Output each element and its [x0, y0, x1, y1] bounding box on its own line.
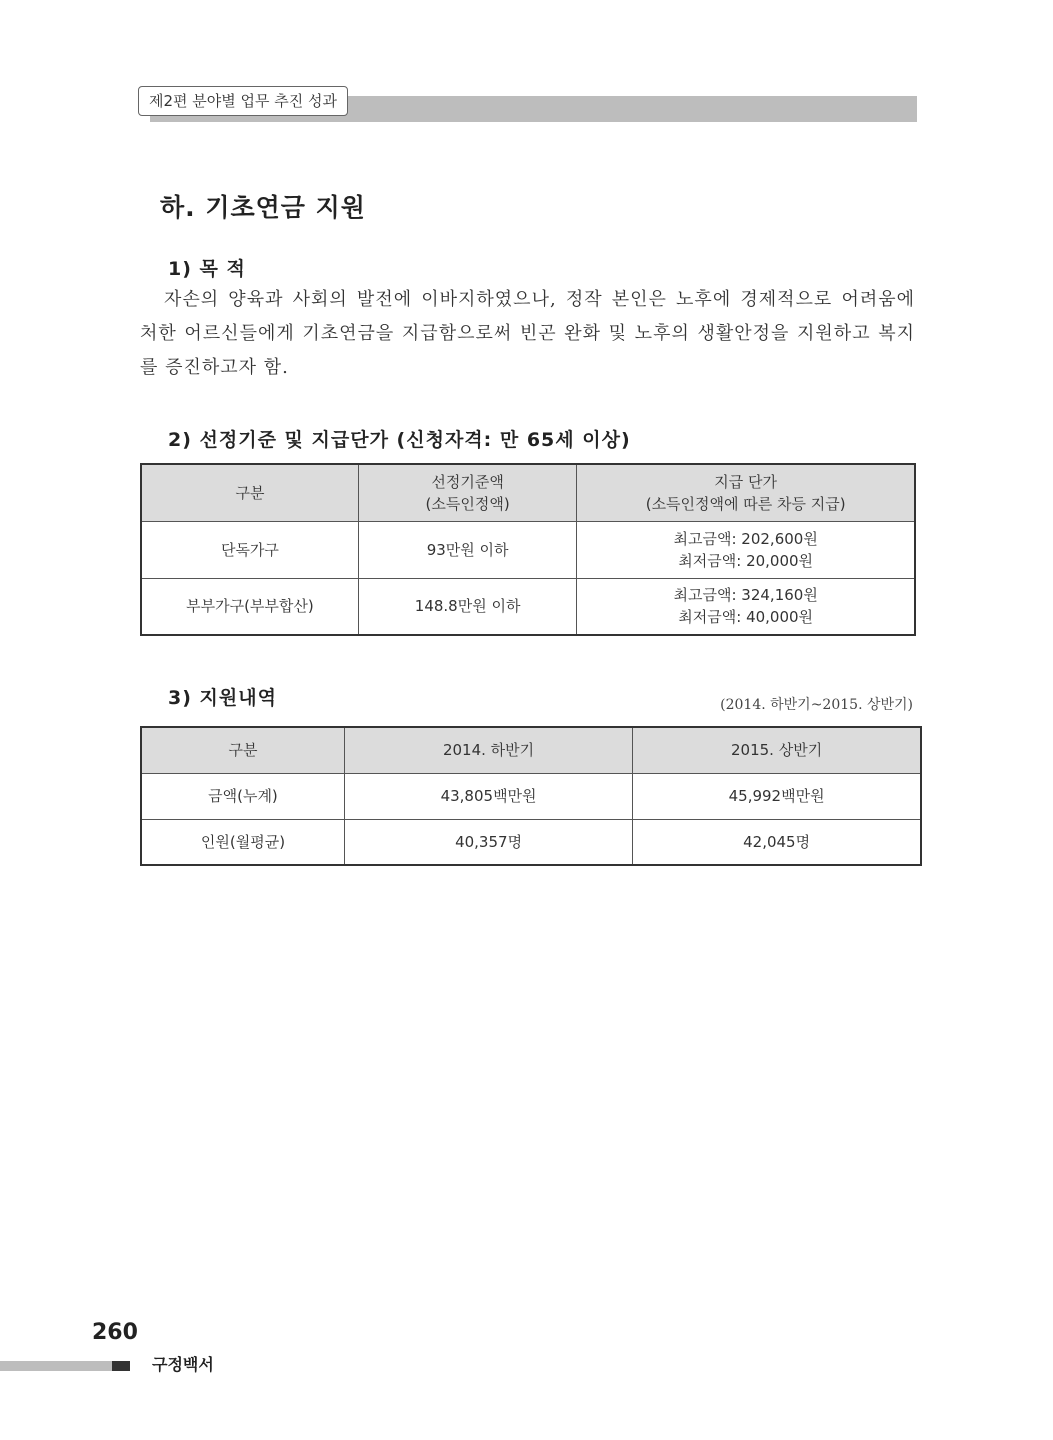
- row-criteria: 93만원 이하: [358, 521, 576, 578]
- page-number: 260: [92, 1320, 138, 1345]
- header-category: 구분: [141, 727, 344, 773]
- chapter-tab: 제2편 분야별 업무 추진 성과: [138, 86, 348, 116]
- table-row: [141, 578, 915, 635]
- footer-square-icon: [112, 1361, 130, 1371]
- row-payment: [577, 578, 915, 635]
- row-col2: 45,992백만원: [633, 773, 921, 819]
- row-col1: 43,805백만원: [344, 773, 632, 819]
- row-category: 금액(누계): [141, 773, 344, 819]
- header-payment-line2: (소득인정액에 따른 차등 지급): [645, 494, 846, 513]
- header-category: 구분: [141, 464, 358, 521]
- table-header-row: [141, 464, 915, 521]
- row-payment: [577, 521, 915, 578]
- header-col1: 2014. 하반기: [344, 727, 632, 773]
- row-payment-max: 최고금액: 324,160원: [673, 586, 818, 605]
- row-category: 단독가구: [141, 521, 358, 578]
- row-payment-min: 최저금액: 20,000원: [678, 551, 814, 570]
- criteria-heading: 2) 선정기준 및 지급단가 (신청자격: 만 65세 이상): [168, 429, 631, 451]
- row-category: 부부가구(부부합산): [141, 578, 358, 635]
- header-criteria-line1: 선정기준액: [431, 472, 504, 491]
- header-payment-line1: 지급 단가: [714, 472, 778, 491]
- table-header-row: [141, 727, 921, 773]
- header-criteria: [358, 464, 576, 521]
- book-name: 구정백서: [152, 1355, 214, 1374]
- section-title: 하. 기초연금 지원: [160, 193, 366, 222]
- footer-bar: [0, 1361, 112, 1371]
- table-row: [141, 773, 921, 819]
- header-payment: [577, 464, 915, 521]
- period-note: (2014. 하반기~2015. 상반기): [720, 697, 913, 713]
- support-heading: 3) 지원내역: [168, 687, 277, 709]
- row-payment-min: 최저금액: 40,000원: [678, 608, 814, 627]
- support-table: [140, 726, 922, 866]
- purpose-heading: 1) 목 적: [168, 258, 246, 280]
- row-payment-max: 최고금액: 202,600원: [673, 529, 818, 548]
- table-row: [141, 819, 921, 865]
- row-category: 인원(월평균): [141, 819, 344, 865]
- table-row: [141, 521, 915, 578]
- purpose-text: 자손의 양육과 사회의 발전에 이바지하였으나, 정작 본인은 노후에 경제적으로 어려움에 처한 어르신들에게 기초연금을 지급함으로써 빈곤 완화 및 노후의 생활안정을 지원하고 복지를 증진하고자 함.: [140, 289, 915, 378]
- header-col2: 2015. 상반기: [633, 727, 921, 773]
- row-criteria: 148.8만원 이하: [358, 578, 576, 635]
- criteria-table: [140, 463, 916, 636]
- row-col2: 42,045명: [633, 819, 921, 865]
- row-col1: 40,357명: [344, 819, 632, 865]
- header-criteria-line2: (소득인정액): [425, 494, 510, 513]
